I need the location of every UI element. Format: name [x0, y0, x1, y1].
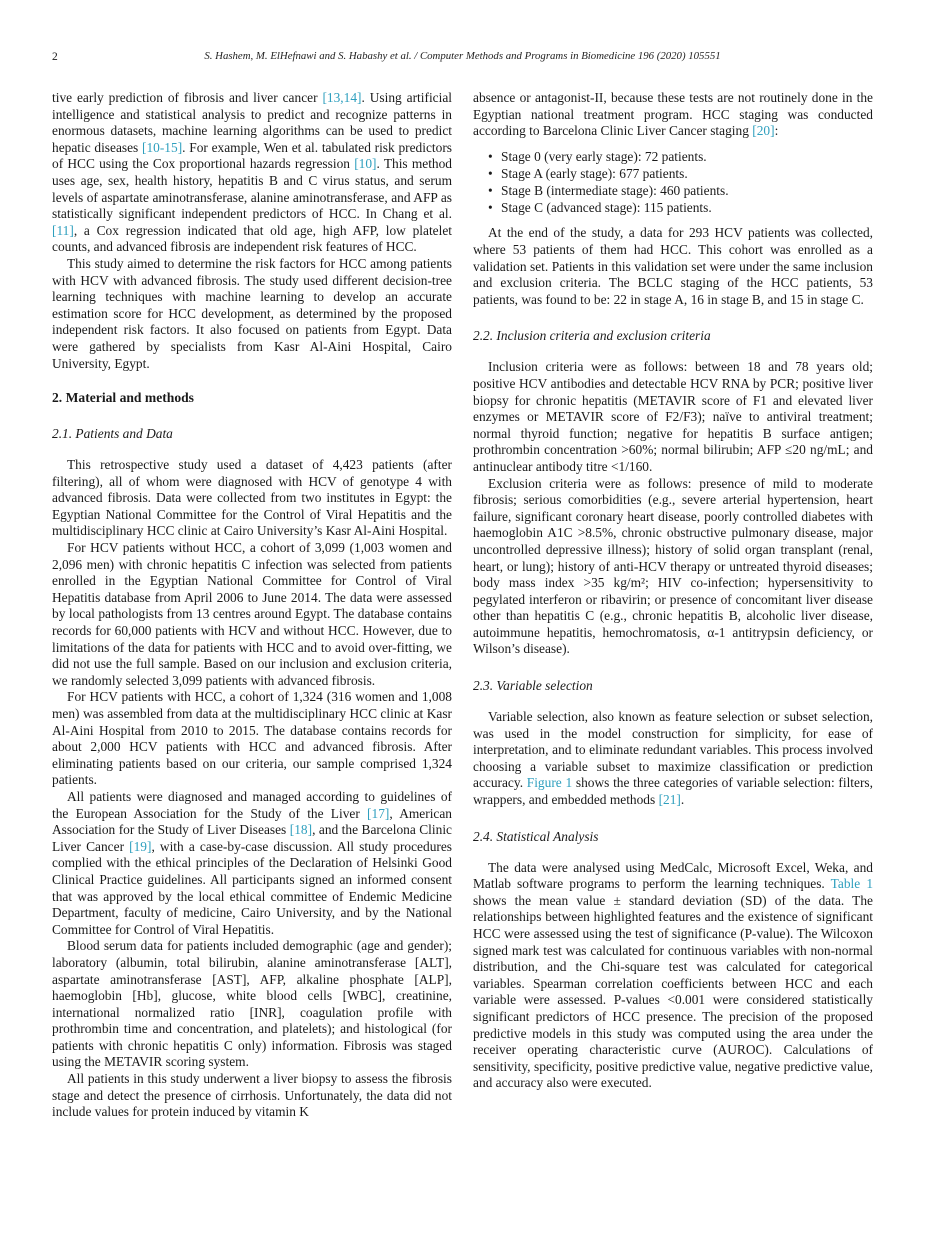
text-run: : — [774, 123, 779, 139]
paragraph — [52, 90, 452, 256]
text-run: . Using artificial intelligence and statistical analysis to predict and recognize patterns in enormous datasets, machine learning algorithms can be used to predict hepatic diseases — [52, 90, 453, 155]
text-run: This retrospective study used a dataset of 4,423 patients (after filtering), all of whom were diagnosed with HCV of genotype 4 with advanced fibrosis. Data were collected from two institutes in Egypt: the Egyptian National Committee for the Control of Viral Hepatitis and the multidisciplinary HCC clinic at Cairo University’s Kasr Al-Aini Hospital. — [52, 457, 452, 539]
paragraph — [473, 709, 873, 809]
right-column — [473, 90, 873, 1121]
text-run: . This method uses age, sex, health history, hepatitis B and C virus status, and serum levels of aspartate aminotransferase, alanine aminotransferase, and AFP as statistically significant independent predictors of HCC. In Chang et al. — [52, 156, 452, 222]
list-item: • Stage A (early stage): 677 patients. — [501, 166, 873, 183]
paragraph — [52, 457, 452, 540]
section-heading: 2. Material and methods — [52, 390, 194, 406]
text-run: At the end of the study, a data for 293 HCV patients was collected, where 53 patients of them had HCC. This cohort was enrolled as a validation set. Patients in this validation set were under the same inclusion and exclusion criteria. The BCLC staging of the HCC patients, 53 patients, was found to be: 22 in stage A, 16 in stage B, and 15 in stage C. — [473, 225, 873, 307]
paragraph — [52, 689, 452, 789]
text-run: shows the three categories of variable selection: filters, wrappers, and embedded methods — [473, 775, 873, 808]
text-run: . — [680, 792, 685, 808]
citation-link[interactable]: [18] — [289, 822, 313, 838]
text-run: This study aimed to determine the risk factors for HCC among patients with HCV with advanced fibrosis. The study used different decision-tree learning techniques with machine learning to develop an accurate estimation score for HCC development, as determined by the proposed independent risk factors. It also focused on patients from Egypt. Data were gathered by specialists from Kasr Al-Aini Hospital, Cairo University, Egypt. — [52, 255, 452, 371]
paragraph — [52, 540, 452, 689]
citation-link[interactable]: [21] — [658, 792, 681, 808]
two-column-body — [52, 90, 873, 1121]
citation-link[interactable]: [10-15] — [142, 139, 183, 155]
citation-link[interactable]: [10] — [354, 156, 377, 172]
citation-link[interactable]: [19] — [129, 838, 152, 854]
paragraph — [52, 256, 452, 372]
list-item: • Stage 0 (very early stage): 72 patients. — [501, 149, 873, 166]
list-item: • Stage C (advanced stage): 115 patients. — [501, 200, 873, 217]
text-run: , and the Barcelona Clinic Liver Cancer — [52, 822, 452, 854]
text-run: tive early prediction of fibrosis and liver cancer — [52, 90, 323, 105]
left-column — [52, 90, 452, 1121]
text-run: , a Cox regression indicated that old age, high AFP, low platelet counts, and advanced fibrosis are independent risk features of HCC. — [52, 222, 452, 255]
paragraph — [473, 860, 873, 1092]
text-run: For HCV patients without HCC, a cohort of 3,099 (1,003 women and 2,096 men) with chronic hepatitis C infection was selected from patients enrolled in the Egyptian National Committee for Control of Viral Hepatitis database from April 2006 to June 2014. The data were assessed by local pathologists from 13 centres around Egypt. The database contains records for 60,000 patients with HCV and without HCC. However, due to limitations of the data for patients with HCC and to avoid over-fitting, we did not use the full sample. Based on our inclusion and exclusion criteria, we randomly selected 3,099 patients with advanced fibrosis. — [52, 540, 452, 688]
citation-link[interactable]: [20] — [752, 123, 775, 139]
list-item: • Stage B (intermediate stage): 460 patients. — [501, 183, 873, 200]
text-run: The data were analysed using MedCalc, Microsoft Excel, Weka, and Matlab software programs to perform the learning techniques. — [473, 859, 873, 892]
text-run: , American Association for the Study of Liver Diseases — [52, 805, 452, 838]
text-run: Variable selection, also known as feature selection or subset selection, was used in the model construction for simplicity, for ease of interpretation, and to eliminate redundant variables. This process involved choosing a variable subset to maximize classification or prediction accuracy. — [473, 709, 873, 791]
text-run: Blood serum data for patients included demographic (age and gender); laboratory (albumin, total bilirubin, alanine aminotransferase [ALT], aspartate aminotransferase [AST], AFP, alkaline phosphate [ALP], haemoglobin [Hb], glucose, white blood cells [WBC], creatinine, international normalized ratio [INR], coagulation profile with prothrombin time and concentration, and platelets); and histological (for patients with chronic hepatitis C only) information. Fibrosis was staged using the METAVIR scoring system. — [52, 938, 452, 1070]
paragraph — [473, 225, 873, 308]
subsection-heading: 2.4. Statistical Analysis — [473, 828, 599, 844]
citation-link[interactable]: Figure 1 — [526, 775, 573, 791]
journal-running-head: S. Hashem, M. ElHefnawi and S. Habashy et al. / Computer Methods and Programs in Biomedicine 196 (2020) 105551 — [204, 50, 721, 62]
paragraph — [473, 90, 873, 140]
paragraph — [473, 359, 873, 475]
paragraph — [52, 789, 452, 938]
subsection-heading: 2.2. Inclusion criteria and exclusion criteria — [473, 328, 711, 344]
page-number: 2 — [52, 51, 58, 63]
bullet-list — [473, 149, 873, 217]
text-run: absence or antagonist-II, because these tests are not routinely done in the Egyptian national treatment program. HCC staging was conducted according to Barcelona Clinic Liver Cancer staging — [473, 90, 873, 139]
citation-link[interactable]: [13,14] — [322, 90, 362, 105]
citation-link[interactable]: [17] — [367, 805, 390, 821]
text-run: Exclusion criteria were as follows: presence of mild to moderate fibrosis; serious comorbidities (e.g., severe arterial hypertension, heart failure, significant coronary heart disease, poorly controlled diabetes with haemoglobin A1C >8.5%, chronic obstructive pulmonary disease, major uncontrolled depressive illness); history of solid organ transplant (renal, heart, or lung); history of anti-HCV therapy or untreated thyroid diseases; body mass index >35 kg/m²; HIV co-infection; hypersensitivity to pegylated interferon or ribavirin; or presence of concomitant liver disease other than hepatitis C (e.g., chronic hepatitis B, alcoholic liver disease, autoimmune hepatitis, hemochromatosis, α-1 antitrypsin deficiency, or Wilson’s disease). — [473, 475, 873, 657]
running-header — [52, 50, 873, 64]
citation-link[interactable]: Table 1 — [830, 876, 874, 892]
subsection-heading: 2.1. Patients and Data — [52, 426, 173, 442]
text-run: All patients were diagnosed and managed according to guidelines of the European Association for the Study of the Liver — [52, 788, 452, 821]
text-run: . For example, Wen et al. tabulated risk predictors of HCC using the Cox proportional hazards regression — [52, 139, 452, 172]
paragraph — [52, 1071, 452, 1121]
subsection-heading: 2.3. Variable selection — [473, 678, 593, 694]
citation-link[interactable]: [11] — [52, 222, 74, 238]
text-run: , with a case-by-case discussion. All study procedures complied with the ethical principles of the Declaration of Helsinki Good Clinical Practice guidelines. All participants signed an informed consent that was approved by the local ethical committee of Endemic Medicine Department, faculty of medicine, Cairo University, and by the National Committee for Control of Viral Hepatitis. — [52, 838, 452, 937]
paragraph — [52, 938, 452, 1071]
paragraph — [473, 476, 873, 659]
text-run: All patients in this study underwent a liver biopsy to assess the fibrosis stage and detect the presence of cirrhosis. Unfortunately, the data did not include values for protein induced by vitamin K — [52, 1071, 452, 1120]
text-run: Inclusion criteria were as follows: between 18 and 78 years old; positive HCV antibodies and detectable HCV RNA by PCR; positive liver biopsy for chronic hepatitis (METAVIR score of F1 and elevated liver enzymes or METAVIR score of F2/F3); naïve to antiviral treatment; normal thyroid function; negative for hepatitis B surface antigen; prothrombin concentration >60%; normal bilirubin; AFP ≤20 ng/mL; and antinuclear antibody titre <1/160. — [473, 359, 873, 474]
text-run: shows the mean value ± standard deviation (SD) of the data. The relationships between highlighted features and the existence of significant HCC were assessed using the test of significance (P-value). The Wilcoxon signed mark test was calculated for continuous variables with non-normal distribution, and the Chi-square test was calculated for categorical variables. Spearman correlation coefficients between HCC and each variable were assessed. P-values <0.001 were considered statistically significant predictors of HCC presence. The precision of the proposed predictive models in this study was computed using the area under the receiver operating characteristic curve (AUROC). Calculations of sensitivity, specificity, positive predictive value, negative predictive value, and accuracy also were executed. — [473, 892, 873, 1091]
text-run: For HCV patients with HCC, a cohort of 1,324 (316 women and 1,008 men) was assembled from data at the multidisciplinary HCC clinic at Kasr Al-Aini Hospital from 2010 to 2015. The database contains records for about 2,000 HCV patients with HCC and advanced fibrosis. After eliminating patients based on our criteria, our sample comprised 1,324 patients. — [52, 689, 452, 788]
